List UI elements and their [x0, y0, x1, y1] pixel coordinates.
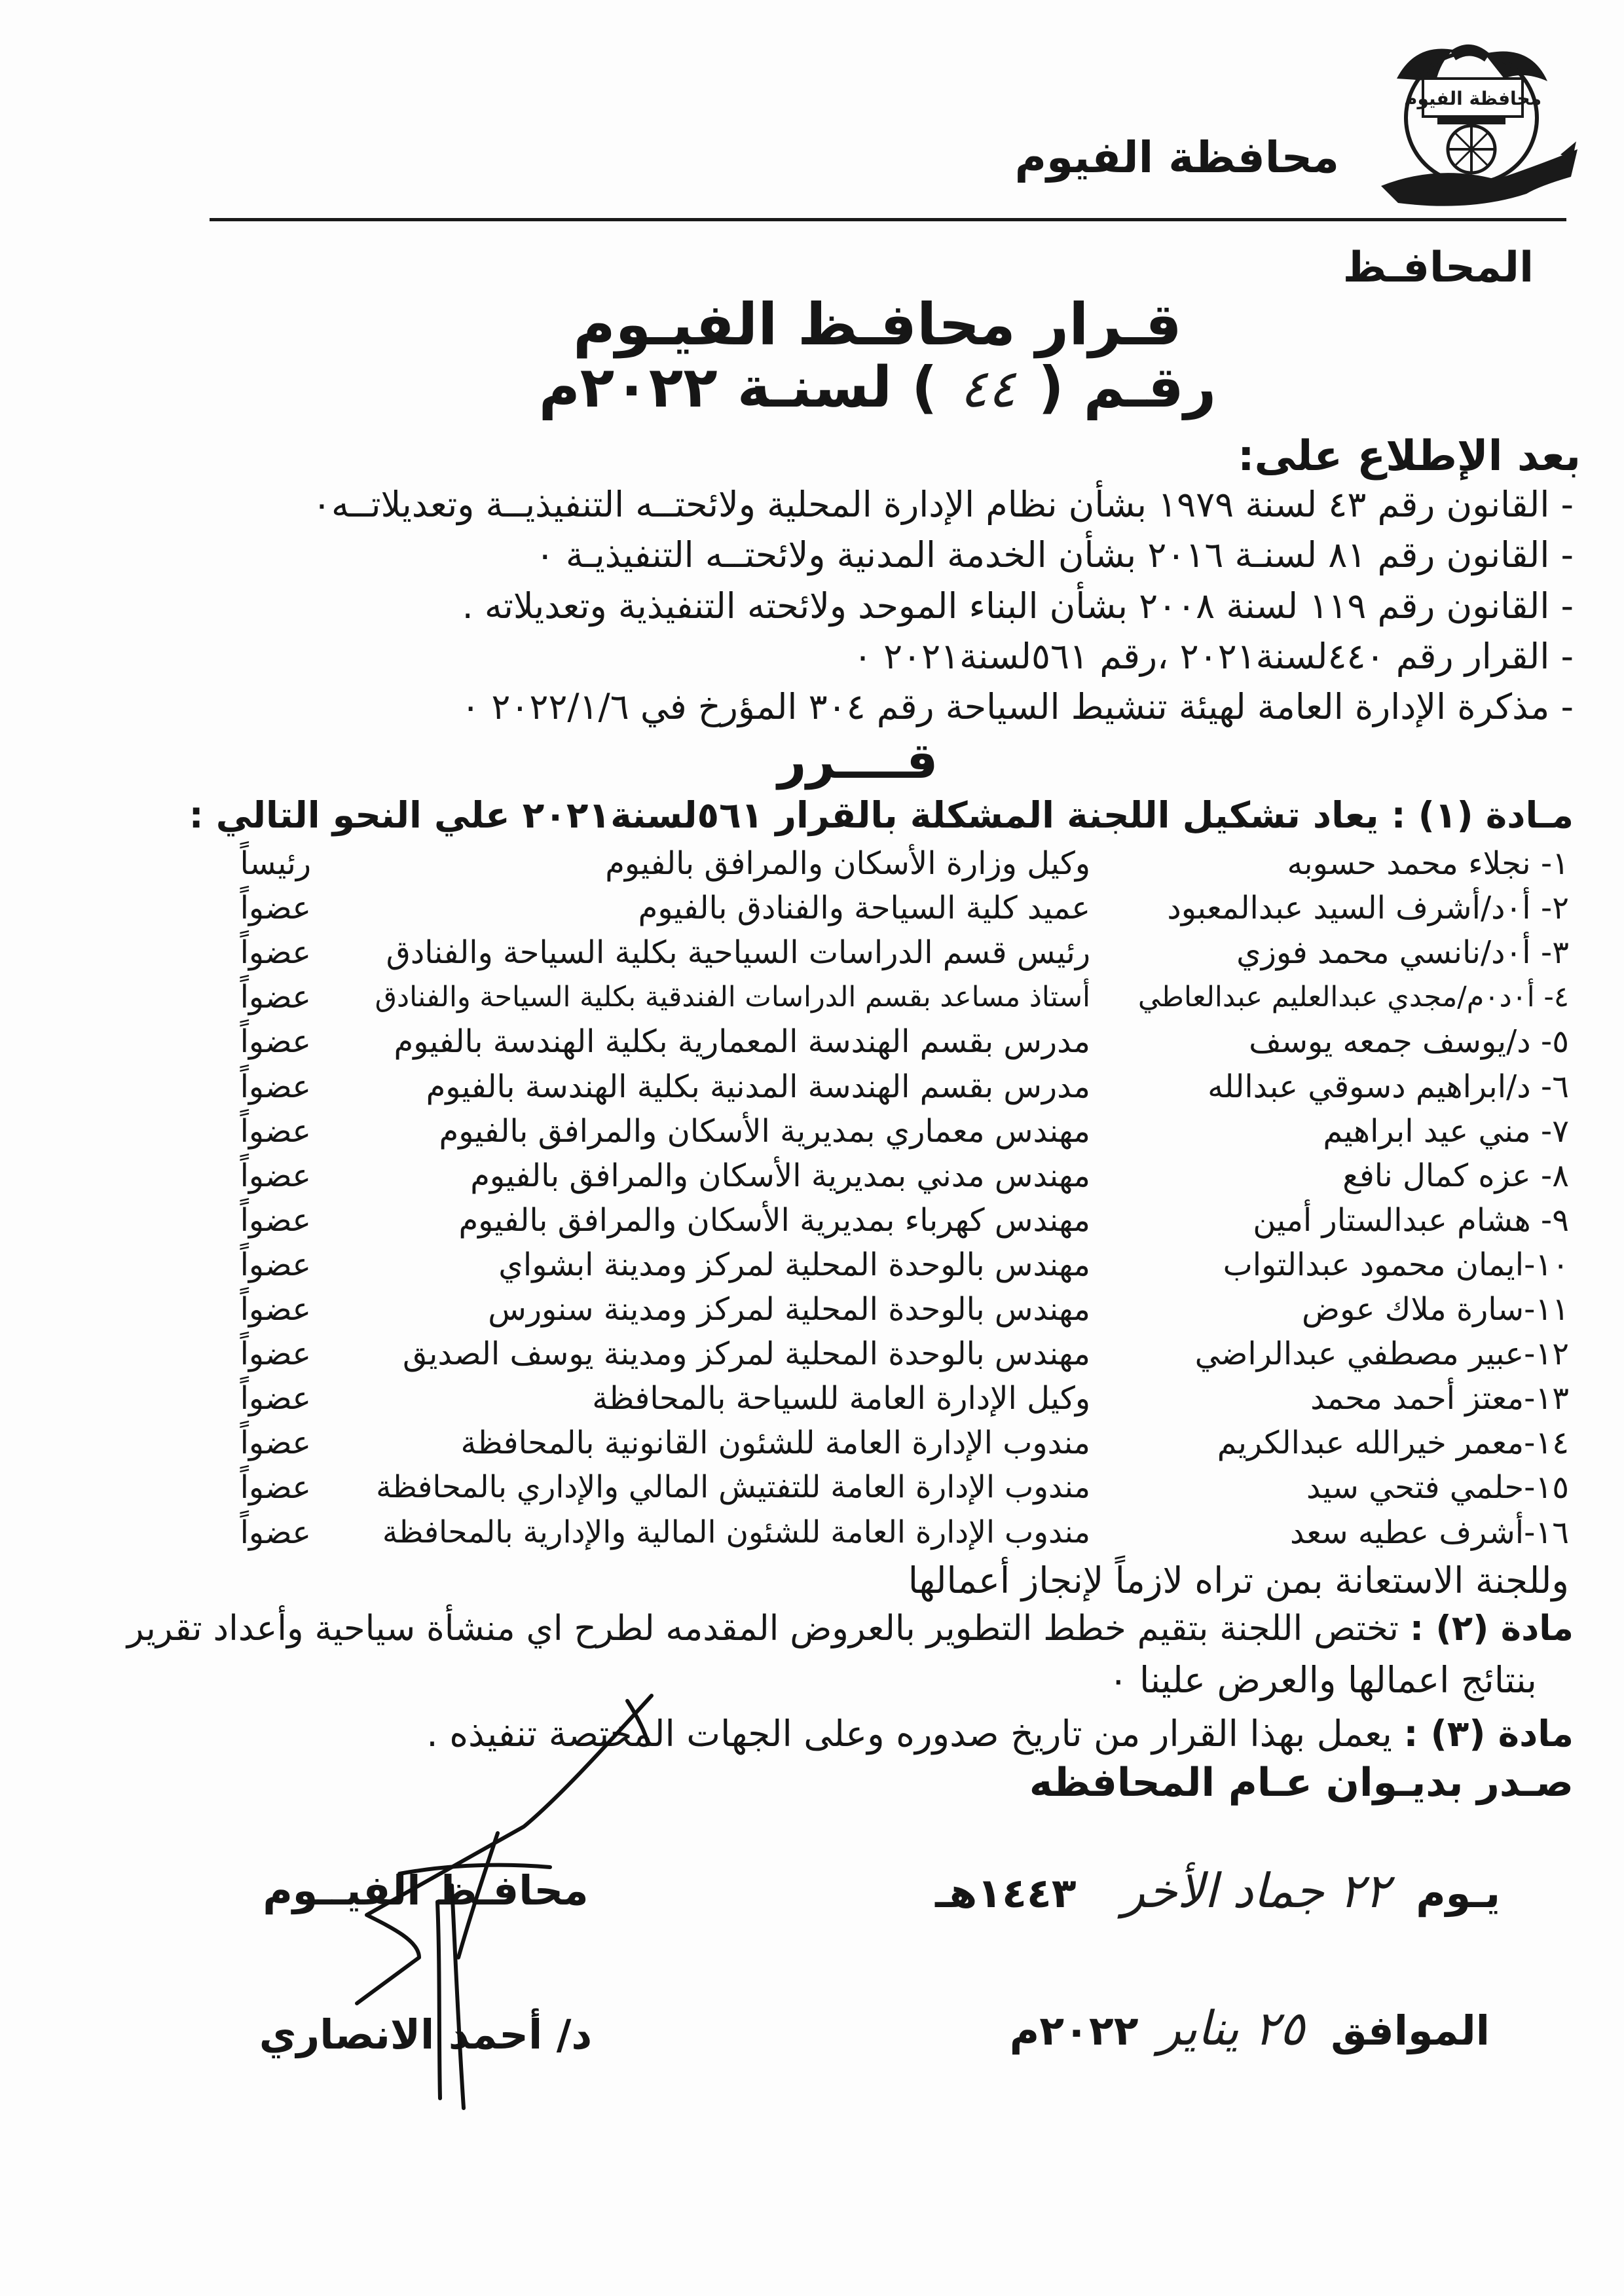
office-heading: المحافـظ	[1342, 244, 1534, 292]
member-position: وكيل الإدارة العامة للسياحة بالمحافظة	[592, 1380, 1090, 1417]
decree-number-prefix: رقـم (	[1038, 355, 1217, 420]
member-role: رئيساً	[240, 845, 311, 882]
member-row	[196, 1109, 1574, 1154]
gregorian-date-label: الموافق	[1331, 2007, 1490, 2054]
header-divider	[210, 218, 1566, 221]
member-name: ٧- مني عيد ابراهيم	[1323, 1112, 1569, 1150]
signatory-name: د/ أحمد الانصاري	[259, 2011, 593, 2058]
decided-heading: قــــرر	[777, 731, 938, 790]
governorate-name: محافظة الفيوم	[1014, 132, 1339, 183]
member-position: مندوب الإدارة العامة للشئون القانونية بالمحافظة	[460, 1425, 1090, 1462]
committee-note: وللجنة الاستعانة بمن تراه لازماً لإنجاز أعمالها	[908, 1559, 1569, 1601]
member-name: ٩- هشام عبدالستار أمين	[1253, 1201, 1569, 1239]
member-role: عضواً	[240, 1157, 311, 1194]
article-1-text: يعاد تشكيل اللجنة المشكلة بالقرار ٥٦١لسنة٢٠٢١ علي النحو التالي :	[189, 794, 1379, 836]
member-position: أستاذ مساعد بقسم الدراسات الفندقية بكلية السياحة والفنادق	[375, 981, 1090, 1014]
committee-members-table	[196, 841, 1574, 1556]
member-name: ٤- أ٠د٠م/مجدي عبدالعليم عبدالعاطي	[1137, 981, 1569, 1014]
member-position: مهندس بالوحدة المحلية لمركز ومدينة يوسف الصديق	[403, 1336, 1090, 1373]
article-3	[133, 1708, 1574, 1759]
decree-title: قـرار محافـظ الفيـوم	[573, 291, 1182, 358]
hijri-date-handwritten: ٢٢ جماد الأخر	[1122, 1863, 1390, 1918]
article-2-text: تختص اللجنة بتقيم خطط التطوير بالعروض المقدمه لطرح اي منشأة سياحية وأعداد تقرير	[126, 1609, 1399, 1649]
decree-number-suffix: ) لسنـة ٢٠٢٢م	[538, 355, 938, 420]
member-row	[196, 1019, 1574, 1064]
member-name: ١٠-ايمان محمود عبدالتواب	[1223, 1246, 1569, 1283]
article-1-label: مـادة (١) :	[1391, 794, 1574, 836]
member-position: مهندس بالوحدة المحلية لمركز ومدينة سنورس	[488, 1291, 1090, 1328]
member-position: رئيس قسم الدراسات السياحية بكلية السياحة والفنادق	[386, 934, 1090, 972]
member-name: ٦- د/ابراهيم دسوقي عبدالله	[1208, 1068, 1569, 1105]
member-row	[196, 886, 1574, 930]
member-row	[196, 1465, 1574, 1510]
member-name: ١١-سارة ملاك عوض	[1302, 1291, 1569, 1328]
governorate-emblem-icon	[1372, 31, 1581, 215]
member-role: عضواً	[240, 1380, 311, 1417]
member-row	[196, 1332, 1574, 1376]
hijri-date-label: يـوم	[1416, 1869, 1500, 1917]
member-role: عضواً	[240, 1201, 311, 1239]
member-row	[196, 1421, 1574, 1465]
issued-at: صـدر بديـوان عـام المحافظه	[1029, 1760, 1574, 1806]
member-position: مندوب الإدارة العامة للشئون المالية والإدارية بالمحافظة	[382, 1514, 1090, 1550]
member-row	[196, 1287, 1574, 1332]
member-role: عضواً	[240, 979, 311, 1016]
emblem-lettering: محافظة الفيوم	[1403, 88, 1542, 109]
member-role: عضواً	[240, 1112, 311, 1150]
member-name: ١- نجلاء محمد حسوبه	[1287, 845, 1569, 882]
member-name: ٨- عزه كمال نافع	[1342, 1157, 1569, 1194]
article-2	[100, 1603, 1574, 1654]
hijri-date	[714, 1859, 1500, 1925]
article-3-label: مادة (٣) :	[1403, 1713, 1574, 1755]
member-name: ٢- أ٠د/أشرف السيد عبدالمعبود	[1167, 890, 1569, 927]
member-position: مهندس بالوحدة المحلية لمركز ومدينة ابشواي	[498, 1246, 1090, 1283]
member-name: ١٦-أشرف عطيه سعد	[1290, 1514, 1569, 1551]
member-row	[196, 1154, 1574, 1198]
member-role: عضواً	[240, 1425, 311, 1462]
member-name: ١٣-معتز أحمد محمد	[1310, 1380, 1569, 1417]
gregorian-date-handwritten: ٢٥ يناير	[1158, 2001, 1305, 2056]
signatory-title: محافـظ الفيــوم	[263, 1867, 589, 1914]
member-position: مدرس بقسم الهندسة المدنية بكلية الهندسة بالفيوم	[426, 1068, 1090, 1105]
gregorian-year: ٢٠٢٢م	[1009, 2007, 1139, 2054]
member-role: عضواً	[240, 1023, 311, 1061]
member-role: عضواً	[240, 934, 311, 972]
article-1	[133, 789, 1574, 841]
member-name: ١٤-معمر خيرالله عبدالكريم	[1217, 1425, 1569, 1462]
member-position: مهندس معماري بمديرية الأسكان والمرافق بالفيوم	[439, 1112, 1090, 1150]
member-row	[196, 1065, 1574, 1109]
member-row	[196, 1243, 1574, 1287]
member-row	[196, 930, 1574, 975]
member-role: عضواً	[240, 1291, 311, 1328]
member-position: مهندس كهرباء بمديرية الأسكان والمرافق بالفيوم	[458, 1201, 1090, 1239]
member-row	[196, 1198, 1574, 1243]
article-2-continuation: بنتائج اعمالها والعرض علينا ٠	[1108, 1659, 1537, 1701]
member-name: ١٥-حلمي فتحي سيد	[1306, 1469, 1569, 1506]
decree-number-line	[419, 355, 1336, 422]
member-row	[196, 1510, 1574, 1555]
gregorian-date	[704, 1997, 1490, 2062]
member-role: عضواً	[240, 1246, 311, 1283]
member-role: عضواً	[240, 1469, 311, 1506]
member-name: ٣- أ٠د/نانسي محمد فوزي	[1236, 934, 1569, 972]
article-3-text: يعمل بهذا القرار من تاريخ صدوره وعلى الجهات المختصة تنفيذه .	[426, 1713, 1392, 1755]
member-name: ١٢-عبير مصطفي عبدالراضي	[1194, 1336, 1569, 1373]
preamble-list	[133, 479, 1574, 741]
article-2-label: مادة (٢) :	[1409, 1609, 1574, 1649]
member-role: عضواً	[240, 890, 311, 927]
member-position: مندوب الإدارة العامة للتفتيش المالي والإداري بالمحافظة	[376, 1469, 1090, 1506]
preamble-item: - القرار رقم ٤٤٠لسنة٢٠٢١ ،رقم ٥٦١لسنة٢٠٢١ ٠	[853, 635, 1574, 677]
decree-number-handwritten: ٤٤	[959, 358, 1016, 419]
member-position: عميد كلية السياحة والفنادق بالفيوم	[638, 890, 1090, 927]
preamble-item: - القانون رقم ٤٣ لسنة ١٩٧٩ بشأن نظام الإدارة المحلية ولائحتــه التنفيذيــة وتعديلاتــه٠	[312, 484, 1574, 525]
member-role: عضواً	[240, 1336, 311, 1373]
preamble-item: - القانون رقم ٨١ لسنـة ٢٠١٦ بشأن الخدمة المدنية ولائحتــه التنفيذيـة ٠	[535, 534, 1574, 576]
member-row	[196, 1376, 1574, 1421]
member-position: مدرس بقسم الهندسة المعمارية بكلية الهندسة بالفيوم	[394, 1023, 1090, 1061]
preamble-heading: بعد الإطلاع على:	[1237, 432, 1581, 481]
hijri-year: ١٤٤٣هـ	[935, 1869, 1077, 1917]
member-position: وكيل وزارة الأسكان والمرافق بالفيوم	[605, 845, 1090, 882]
member-row	[196, 841, 1574, 886]
preamble-item: - مذكرة الإدارة العامة لهيئة تنشيط السياحة رقم ٣٠٤ المؤرخ في ٢٠٢٢/١/٦ ٠	[461, 686, 1574, 728]
member-row	[196, 975, 1574, 1019]
member-name: ٥- د/يوسف جمعه يوسف	[1249, 1023, 1569, 1061]
member-role: عضواً	[240, 1514, 311, 1551]
member-position: مهندس مدني بمديرية الأسكان والمرافق بالفيوم	[470, 1157, 1090, 1194]
member-role: عضواً	[240, 1068, 311, 1105]
preamble-item: - القانون رقم ١١٩ لسنة ٢٠٠٨ بشأن البناء الموحد ولائحته التنفيذية وتعديلاته .	[462, 585, 1574, 627]
